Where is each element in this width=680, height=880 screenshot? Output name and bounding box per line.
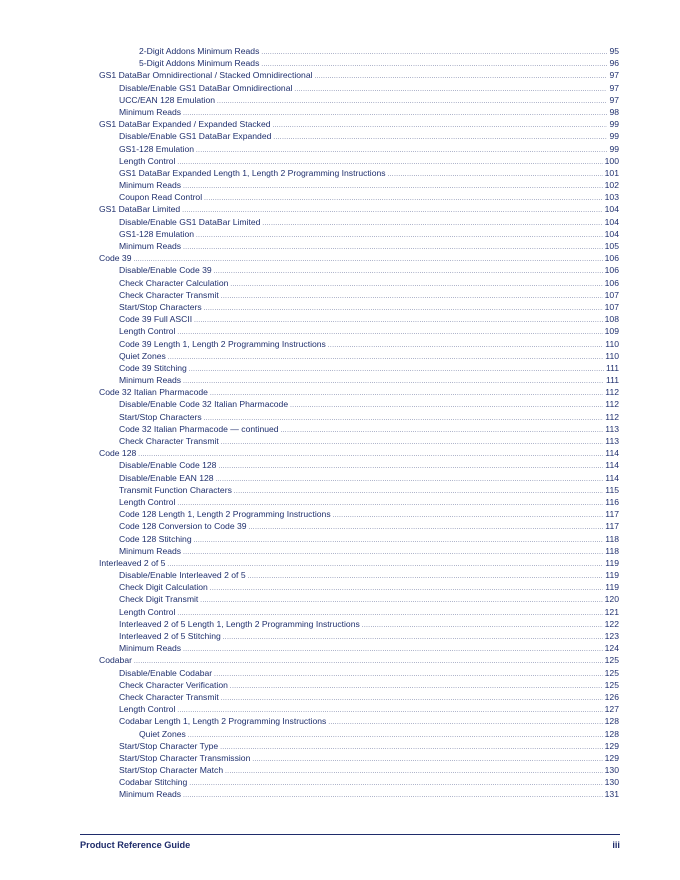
toc-entry[interactable] <box>99 569 619 581</box>
toc-entry-title: Disable/Enable EAN 128 <box>119 472 214 483</box>
toc-entry-title: Code 39 <box>99 253 132 264</box>
toc-entry[interactable] <box>99 179 619 191</box>
toc-entry-title: Interleaved 2 of 5 Length 1, Length 2 Programming Instructions <box>119 618 360 629</box>
toc-entry-page: 104 <box>604 204 619 215</box>
toc-entry-page: 110 <box>605 350 619 361</box>
toc-entry-title: Minimum Reads <box>119 241 182 251</box>
toc-entry[interactable] <box>99 545 619 557</box>
toc-entry-page: 118 <box>605 533 619 544</box>
toc-entry[interactable] <box>99 350 619 362</box>
toc-entry[interactable] <box>99 130 619 142</box>
toc-entry[interactable] <box>99 386 619 398</box>
toc-entry-page: 114 <box>605 472 619 483</box>
toc-entry[interactable] <box>99 788 619 800</box>
toc-entry[interactable] <box>99 654 619 666</box>
toc-entry-title: Start/Stop Character Transmission <box>119 752 251 763</box>
toc-entry-title: Code 128 <box>99 448 137 459</box>
toc-entry-title: GS1 DataBar Omnidirectional / Stacked Omnidirectional <box>99 70 313 81</box>
dot-leader <box>362 620 603 632</box>
toc-entry-title: Minimum Reads <box>119 643 182 654</box>
dot-leader <box>183 242 603 254</box>
toc-entry-title: Minimum Reads <box>119 180 182 191</box>
dot-leader <box>194 535 604 547</box>
dot-leader <box>221 437 603 449</box>
toc-entry-title: Check Character Transmit <box>119 691 219 702</box>
toc-entry-page: 97 <box>609 94 619 105</box>
toc-entry-page: 125 <box>604 667 619 678</box>
toc-entry[interactable] <box>99 82 619 94</box>
dot-leader <box>225 766 603 778</box>
toc-entry[interactable] <box>99 667 619 679</box>
toc-entry-page: 124 <box>604 643 619 654</box>
toc-entry[interactable] <box>99 398 619 410</box>
toc-entry-title: Code 128 Conversion to Code 39 <box>119 521 247 532</box>
toc-entry[interactable] <box>99 240 619 252</box>
dot-leader <box>273 120 608 132</box>
toc-entry-page: 97 <box>609 82 619 93</box>
toc-entry[interactable] <box>99 252 619 264</box>
toc-entry-page: 122 <box>604 618 619 629</box>
toc-entry-title: Check Character Transmit <box>119 436 219 446</box>
toc-entry-title: GS1-128 Emulation <box>119 228 194 239</box>
toc-entry[interactable] <box>99 45 619 57</box>
toc-entry-page: 127 <box>604 704 619 715</box>
toc-entry[interactable] <box>99 69 619 81</box>
toc-entry-title: Quiet Zones <box>119 350 166 361</box>
toc-entry-page: 102 <box>604 180 619 191</box>
toc-entry-page: 112 <box>605 399 619 410</box>
footer-page-number: iii <box>612 840 620 850</box>
toc-entry-title: Disable/Enable GS1 DataBar Omnidirectional <box>119 82 293 93</box>
toc-entry-page: 105 <box>604 241 619 251</box>
toc-entry[interactable] <box>99 155 619 167</box>
dot-leader <box>220 742 602 754</box>
toc-entry-title: Start/Stop Character Match <box>119 765 224 776</box>
dot-leader <box>328 717 602 729</box>
toc-entry[interactable] <box>99 764 619 776</box>
toc-entry-title: Minimum Reads <box>119 545 182 556</box>
toc-entry-title: Minimum Reads <box>119 106 182 117</box>
toc-entry-page: 106 <box>604 277 619 288</box>
toc-entry[interactable] <box>99 496 619 508</box>
dot-leader <box>273 132 607 144</box>
dot-leader <box>388 169 603 181</box>
toc-entry-page: 116 <box>605 496 619 507</box>
footer-divider <box>80 834 620 835</box>
toc-entry-page: 99 <box>609 131 619 142</box>
toc-entry-page: 114 <box>605 448 619 459</box>
toc-entry-page: 119 <box>605 582 619 593</box>
toc-entry-title: GS1 DataBar Expanded Length 1, Length 2 Programming Instructions <box>119 167 386 178</box>
dot-leader <box>333 510 604 522</box>
dot-leader <box>214 266 603 278</box>
toc-entry-title: Quiet Zones <box>139 728 186 739</box>
dot-leader <box>183 376 604 388</box>
dot-leader <box>221 693 603 705</box>
toc-entry[interactable] <box>99 642 619 654</box>
toc-entry-page: 103 <box>604 192 619 203</box>
toc-entry-page: 130 <box>604 777 619 788</box>
toc-entry[interactable] <box>99 533 619 545</box>
toc-entry-title: Transmit Function Characters <box>119 484 232 495</box>
toc-entry[interactable] <box>99 740 619 752</box>
dot-leader <box>261 47 607 59</box>
dot-leader <box>281 425 604 437</box>
dot-leader <box>290 400 603 412</box>
toc-entry-page: 123 <box>604 631 619 641</box>
dot-leader <box>328 340 603 352</box>
toc-entry[interactable] <box>99 423 619 435</box>
toc-entry-page: 129 <box>604 740 619 751</box>
toc-entry[interactable] <box>99 691 619 703</box>
toc-entry[interactable] <box>99 679 619 691</box>
toc-entry-title: GS1-128 Emulation <box>119 143 194 154</box>
toc-entry-title: Interleaved 2 of 5 Stitching <box>119 631 221 641</box>
toc-entry-page: 125 <box>604 679 619 690</box>
toc-entry-title: Code 128 Stitching <box>119 533 192 544</box>
toc-entry-title: Minimum Reads <box>119 375 182 386</box>
toc-entry[interactable] <box>99 606 619 618</box>
toc-entry-page: 106 <box>604 265 619 276</box>
toc-entry[interactable] <box>99 703 619 715</box>
toc-entry-title: Code 128 Length 1, Length 2 Programming Instructions <box>119 509 331 520</box>
dot-leader <box>223 632 603 644</box>
table-of-contents <box>99 45 619 801</box>
dot-leader <box>230 279 602 291</box>
toc-entry-page: 97 <box>609 70 619 81</box>
toc-entry[interactable] <box>99 362 619 374</box>
toc-entry[interactable] <box>99 618 619 630</box>
toc-entry-title: Disable/Enable Codabar <box>119 667 213 678</box>
toc-entry[interactable] <box>99 338 619 350</box>
toc-entry-page: 104 <box>604 228 619 239</box>
dot-leader <box>196 145 607 157</box>
toc-entry-page: 126 <box>604 691 619 702</box>
toc-entry-title: Code 32 Italian Pharmacode — continued <box>119 423 279 434</box>
toc-entry[interactable] <box>99 289 619 301</box>
toc-entry-title: Minimum Reads <box>119 789 182 800</box>
toc-entry-title: Start/Stop Character Type <box>119 740 219 751</box>
toc-entry-page: 99 <box>609 119 619 130</box>
dot-leader <box>183 547 603 559</box>
toc-entry-title: Disable/Enable GS1 DataBar Expanded <box>119 131 272 142</box>
toc-entry-page: 125 <box>604 655 619 666</box>
toc-entry[interactable] <box>99 435 619 447</box>
toc-entry-page: 107 <box>604 301 619 312</box>
toc-entry-page: 104 <box>604 216 619 227</box>
toc-entry-title: Disable/Enable Code 128 <box>119 460 217 471</box>
dot-leader <box>183 790 603 802</box>
toc-entry-page: 131 <box>604 789 619 800</box>
dot-leader <box>196 230 603 242</box>
dot-leader <box>188 730 603 742</box>
toc-entry[interactable] <box>99 752 619 764</box>
toc-entry[interactable] <box>99 472 619 484</box>
toc-entry[interactable] <box>99 593 619 605</box>
toc-entry-page: 106 <box>604 253 619 264</box>
toc-entry-title: Length Control <box>119 704 176 715</box>
toc-entry-page: 111 <box>605 375 619 386</box>
toc-entry-page: 115 <box>605 484 619 495</box>
toc-entry[interactable] <box>99 203 619 215</box>
toc-entry-title: GS1 DataBar Limited <box>99 204 181 215</box>
toc-entry[interactable] <box>99 301 619 313</box>
toc-entry-title: Start/Stop Characters <box>119 301 202 312</box>
toc-entry-title: Codabar Length 1, Length 2 Programming Instructions <box>119 716 327 727</box>
dot-leader <box>315 71 608 83</box>
dot-leader <box>204 193 603 205</box>
toc-entry-page: 112 <box>605 411 619 422</box>
toc-entry-title: Code 39 Length 1, Length 2 Programming Instructions <box>119 338 326 349</box>
toc-entry-title: Codabar Stitching <box>119 777 188 788</box>
toc-entry-page: 110 <box>605 338 619 349</box>
dot-leader <box>221 291 603 303</box>
toc-entry-page: 128 <box>604 728 619 739</box>
toc-entry-title: Code 32 Italian Pharmacode <box>99 387 208 398</box>
dot-leader <box>262 218 602 230</box>
toc-entry-title: Length Control <box>119 155 176 166</box>
toc-entry[interactable] <box>99 374 619 386</box>
toc-entry[interactable] <box>99 191 619 203</box>
toc-entry-page: 98 <box>609 106 619 117</box>
toc-entry[interactable] <box>99 776 619 788</box>
toc-entry-title: UCC/EAN 128 Emulation <box>119 94 216 105</box>
toc-entry[interactable] <box>99 325 619 337</box>
dot-leader <box>189 364 604 376</box>
toc-entry-title: Code 39 Stitching <box>119 362 187 373</box>
toc-entry-page: 100 <box>604 155 619 166</box>
toc-entry[interactable] <box>99 508 619 520</box>
toc-entry[interactable] <box>99 264 619 276</box>
dot-leader <box>210 583 603 595</box>
toc-entry-title: Check Character Calculation <box>119 277 229 288</box>
toc-entry-page: 129 <box>604 752 619 763</box>
toc-entry[interactable] <box>99 484 619 496</box>
toc-entry[interactable] <box>99 167 619 179</box>
toc-entry[interactable] <box>99 143 619 155</box>
toc-entry-page: 101 <box>604 167 619 178</box>
dot-leader <box>183 644 603 656</box>
toc-entry[interactable] <box>99 228 619 240</box>
toc-entry-page: 112 <box>605 387 619 398</box>
dot-leader <box>189 778 602 790</box>
toc-entry-page: 113 <box>605 423 619 434</box>
toc-entry[interactable] <box>99 520 619 532</box>
toc-entry-page: 119 <box>605 557 619 568</box>
toc-entry-title: Check Digit Calculation <box>119 582 208 593</box>
toc-entry-page: 117 <box>605 521 619 532</box>
toc-entry-title: Interleaved 2 of 5 <box>99 557 166 568</box>
dot-leader <box>248 571 604 583</box>
toc-entry[interactable] <box>99 106 619 118</box>
toc-entry-page: 107 <box>604 289 619 300</box>
toc-entry-page: 121 <box>604 606 619 617</box>
toc-entry-page: 95 <box>609 46 619 56</box>
toc-entry-page: 108 <box>604 314 619 325</box>
toc-entry-page: 117 <box>605 509 619 520</box>
toc-entry[interactable] <box>99 216 619 228</box>
toc-entry-page: 119 <box>605 570 619 581</box>
toc-entry-title: Disable/Enable GS1 DataBar Limited <box>119 216 261 227</box>
toc-entry-title: Code 39 Full ASCII <box>119 314 193 325</box>
toc-entry-page: 118 <box>605 545 619 556</box>
dot-leader <box>294 84 607 96</box>
dot-leader <box>249 522 604 534</box>
toc-entry[interactable] <box>99 57 619 69</box>
toc-entry-page: 109 <box>604 326 619 337</box>
dot-leader <box>204 303 603 315</box>
toc-entry-title: 5-Digit Addons Minimum Reads <box>139 58 260 69</box>
toc-entry-title: Length Control <box>119 326 176 337</box>
footer-guide-title: Product Reference Guide <box>80 840 191 850</box>
dot-leader <box>230 681 603 693</box>
toc-entry-title: Codabar <box>99 655 132 666</box>
dot-leader <box>214 669 602 681</box>
toc-entry[interactable] <box>99 715 619 727</box>
toc-entry[interactable] <box>99 277 619 289</box>
toc-entry[interactable] <box>99 94 619 106</box>
toc-entry-title: Check Character Verification <box>119 679 228 690</box>
toc-entry[interactable] <box>99 581 619 593</box>
toc-entry-title: Coupon Read Control <box>119 192 203 203</box>
toc-entry-title: Disable/Enable Interleaved 2 of 5 <box>119 570 246 581</box>
toc-entry-page: 114 <box>605 460 619 471</box>
toc-entry[interactable] <box>99 411 619 423</box>
dot-leader <box>168 352 603 364</box>
toc-entry-page: 120 <box>604 594 619 605</box>
dot-leader <box>194 315 603 327</box>
toc-entry[interactable] <box>99 728 619 740</box>
toc-entry[interactable] <box>99 313 619 325</box>
toc-entry[interactable] <box>99 447 619 459</box>
toc-entry-title: Disable/Enable Code 32 Italian Pharmacode <box>119 399 289 410</box>
toc-entry-title: 2-Digit Addons Minimum Reads <box>139 46 260 56</box>
toc-entry-title: Check Character Transmit <box>119 289 219 300</box>
dot-leader <box>217 96 607 108</box>
toc-entry[interactable] <box>99 459 619 471</box>
toc-entry-title: Check Digit Transmit <box>119 594 199 605</box>
toc-entry-page: 128 <box>604 716 619 727</box>
toc-entry-page: 111 <box>605 362 619 373</box>
dot-leader <box>252 754 602 766</box>
toc-entry-title: GS1 DataBar Expanded / Expanded Stacked <box>99 119 271 130</box>
dot-leader <box>234 486 603 498</box>
dot-leader <box>183 181 603 193</box>
toc-entry[interactable] <box>99 557 619 569</box>
dot-leader <box>200 595 602 607</box>
toc-entry-page: 99 <box>609 143 619 154</box>
toc-entry-page: 130 <box>604 765 619 776</box>
toc-entry-title: Disable/Enable Code 39 <box>119 265 212 276</box>
toc-entry-page: 96 <box>609 58 619 69</box>
toc-entry-page: 113 <box>605 436 619 446</box>
dot-leader <box>261 59 607 71</box>
toc-entry-title: Length Control <box>119 606 176 617</box>
toc-entry[interactable] <box>99 118 619 130</box>
toc-entry[interactable] <box>99 630 619 642</box>
toc-entry-title: Length Control <box>119 496 176 507</box>
dot-leader <box>216 474 604 486</box>
dot-leader <box>218 461 603 473</box>
toc-entry-title: Start/Stop Characters <box>119 411 202 422</box>
